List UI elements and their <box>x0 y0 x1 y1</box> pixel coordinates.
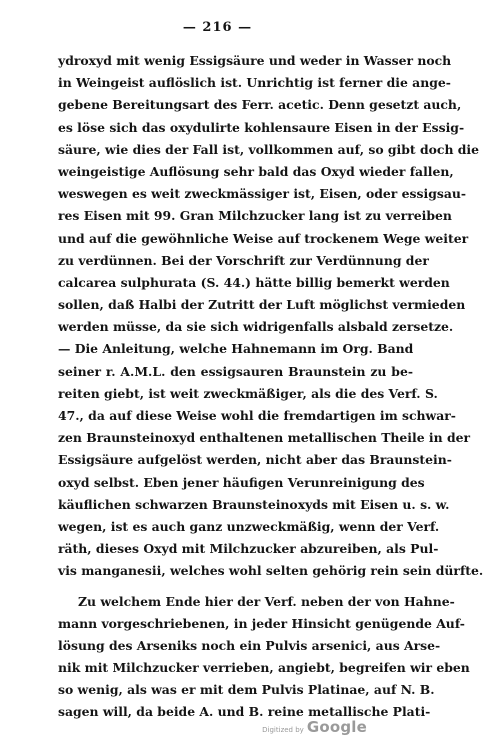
google-logo: Google <box>306 718 367 736</box>
text-line: lösung des Arseniks noch ein Pulvis arsenici, aus Arse- <box>58 637 441 653</box>
text-line: Zu welchem Ende hier der Verf. neben der von Hahne- <box>78 593 455 609</box>
text-line: käuflichen schwarzen Braunsteinoxyds mit Eisen u. s. w. <box>58 496 450 512</box>
text-line: vis manganesii, welches wohl selten gehörig rein sein dürfte. <box>58 563 483 579</box>
text-line: res Eisen mit 99. Gran Milchzucker lang ist zu verreiben <box>58 208 452 224</box>
text-line: es löse sich das oxydulirte kohlensaure Eisen in der Essig- <box>58 119 465 135</box>
text-line: weingeistige Auflösung sehr bald das Oxyd wieder fallen, <box>58 163 454 179</box>
paragraph-2 <box>58 591 470 724</box>
text-line: — Die Anleitung, welche Hahnemann im Org. Band <box>58 341 414 357</box>
text-line: und auf die gewöhnliche Weise auf trockenem Wege weiter <box>58 230 469 246</box>
text-line: seiner r. A.M.L. den essigsauren Braunstein zu be- <box>58 363 413 379</box>
text-line: in Weingeist auflöslich ist. Unrichtig ist ferner die ange- <box>58 75 451 91</box>
text-line: sollen, daß Halbi der Zutritt der Luft möglichst vermieden <box>58 297 466 313</box>
page-number: — 216 — <box>182 20 253 35</box>
text-line: zen Braunsteinoxyd enthaltenen metallischen Theile in der <box>58 430 471 446</box>
text-line: Essigsäure aufgelöst werden, nicht aber das Braunstein- <box>58 452 452 468</box>
text-line: oxyd selbst. Eben jener häufigen Verunreinigung des <box>58 474 425 490</box>
digitized-by-google-watermark <box>262 718 367 736</box>
paragraph-1 <box>58 50 483 583</box>
text-line: ydroxyd mit wenig Essigsäure und weder in Wasser noch <box>58 53 452 68</box>
text-line: räth, dieses Oxyd mit Milchzucker abzureiben, als Pul- <box>58 541 439 557</box>
text-line: so wenig, als was er mit dem Pulvis Platinae, auf N. B. <box>58 682 435 698</box>
text-line: zu verdünnen. Bei der Vorschrift zur Verdünnung der <box>58 252 429 268</box>
text-line: gebene Bereitungsart des Ferr. acetic. Denn gesetzt auch, <box>58 97 462 113</box>
text-line: 47., da auf diese Weise wohl die fremdartigen im schwar- <box>58 408 456 423</box>
text-line: weswegen es weit zweckmässiger ist, Eisen, oder essigsau- <box>58 186 467 202</box>
text-line: nik mit Milchzucker verrieben, angiebt, begreifen wir eben <box>58 660 470 676</box>
text-line: säure, wie dies der Fall ist, vollkommen auf, so gibt doch die <box>58 141 480 157</box>
text-line: wegen, ist es auch ganz unzweckmäßig, wenn der Verf. <box>58 518 440 534</box>
text-line: werden müsse, da sie sich widrigenfalls alsbald zersetze. <box>58 319 454 335</box>
paragraph-gap <box>58 583 413 591</box>
text-line: sagen will, da beide A. und B. reine metallische Plati- <box>58 704 431 720</box>
text-line: mann vorgeschriebenen, in jeder Hinsicht genügende Auf- <box>58 615 465 631</box>
watermark-prefix: Digitized by <box>262 726 304 734</box>
body-text <box>58 50 483 724</box>
text-line: reiten giebt, ist weit zweckmäßiger, als die des Verf. S. <box>58 385 438 401</box>
text-line: calcarea sulphurata (S. 44.) hätte billig bemerkt werden <box>58 274 450 290</box>
